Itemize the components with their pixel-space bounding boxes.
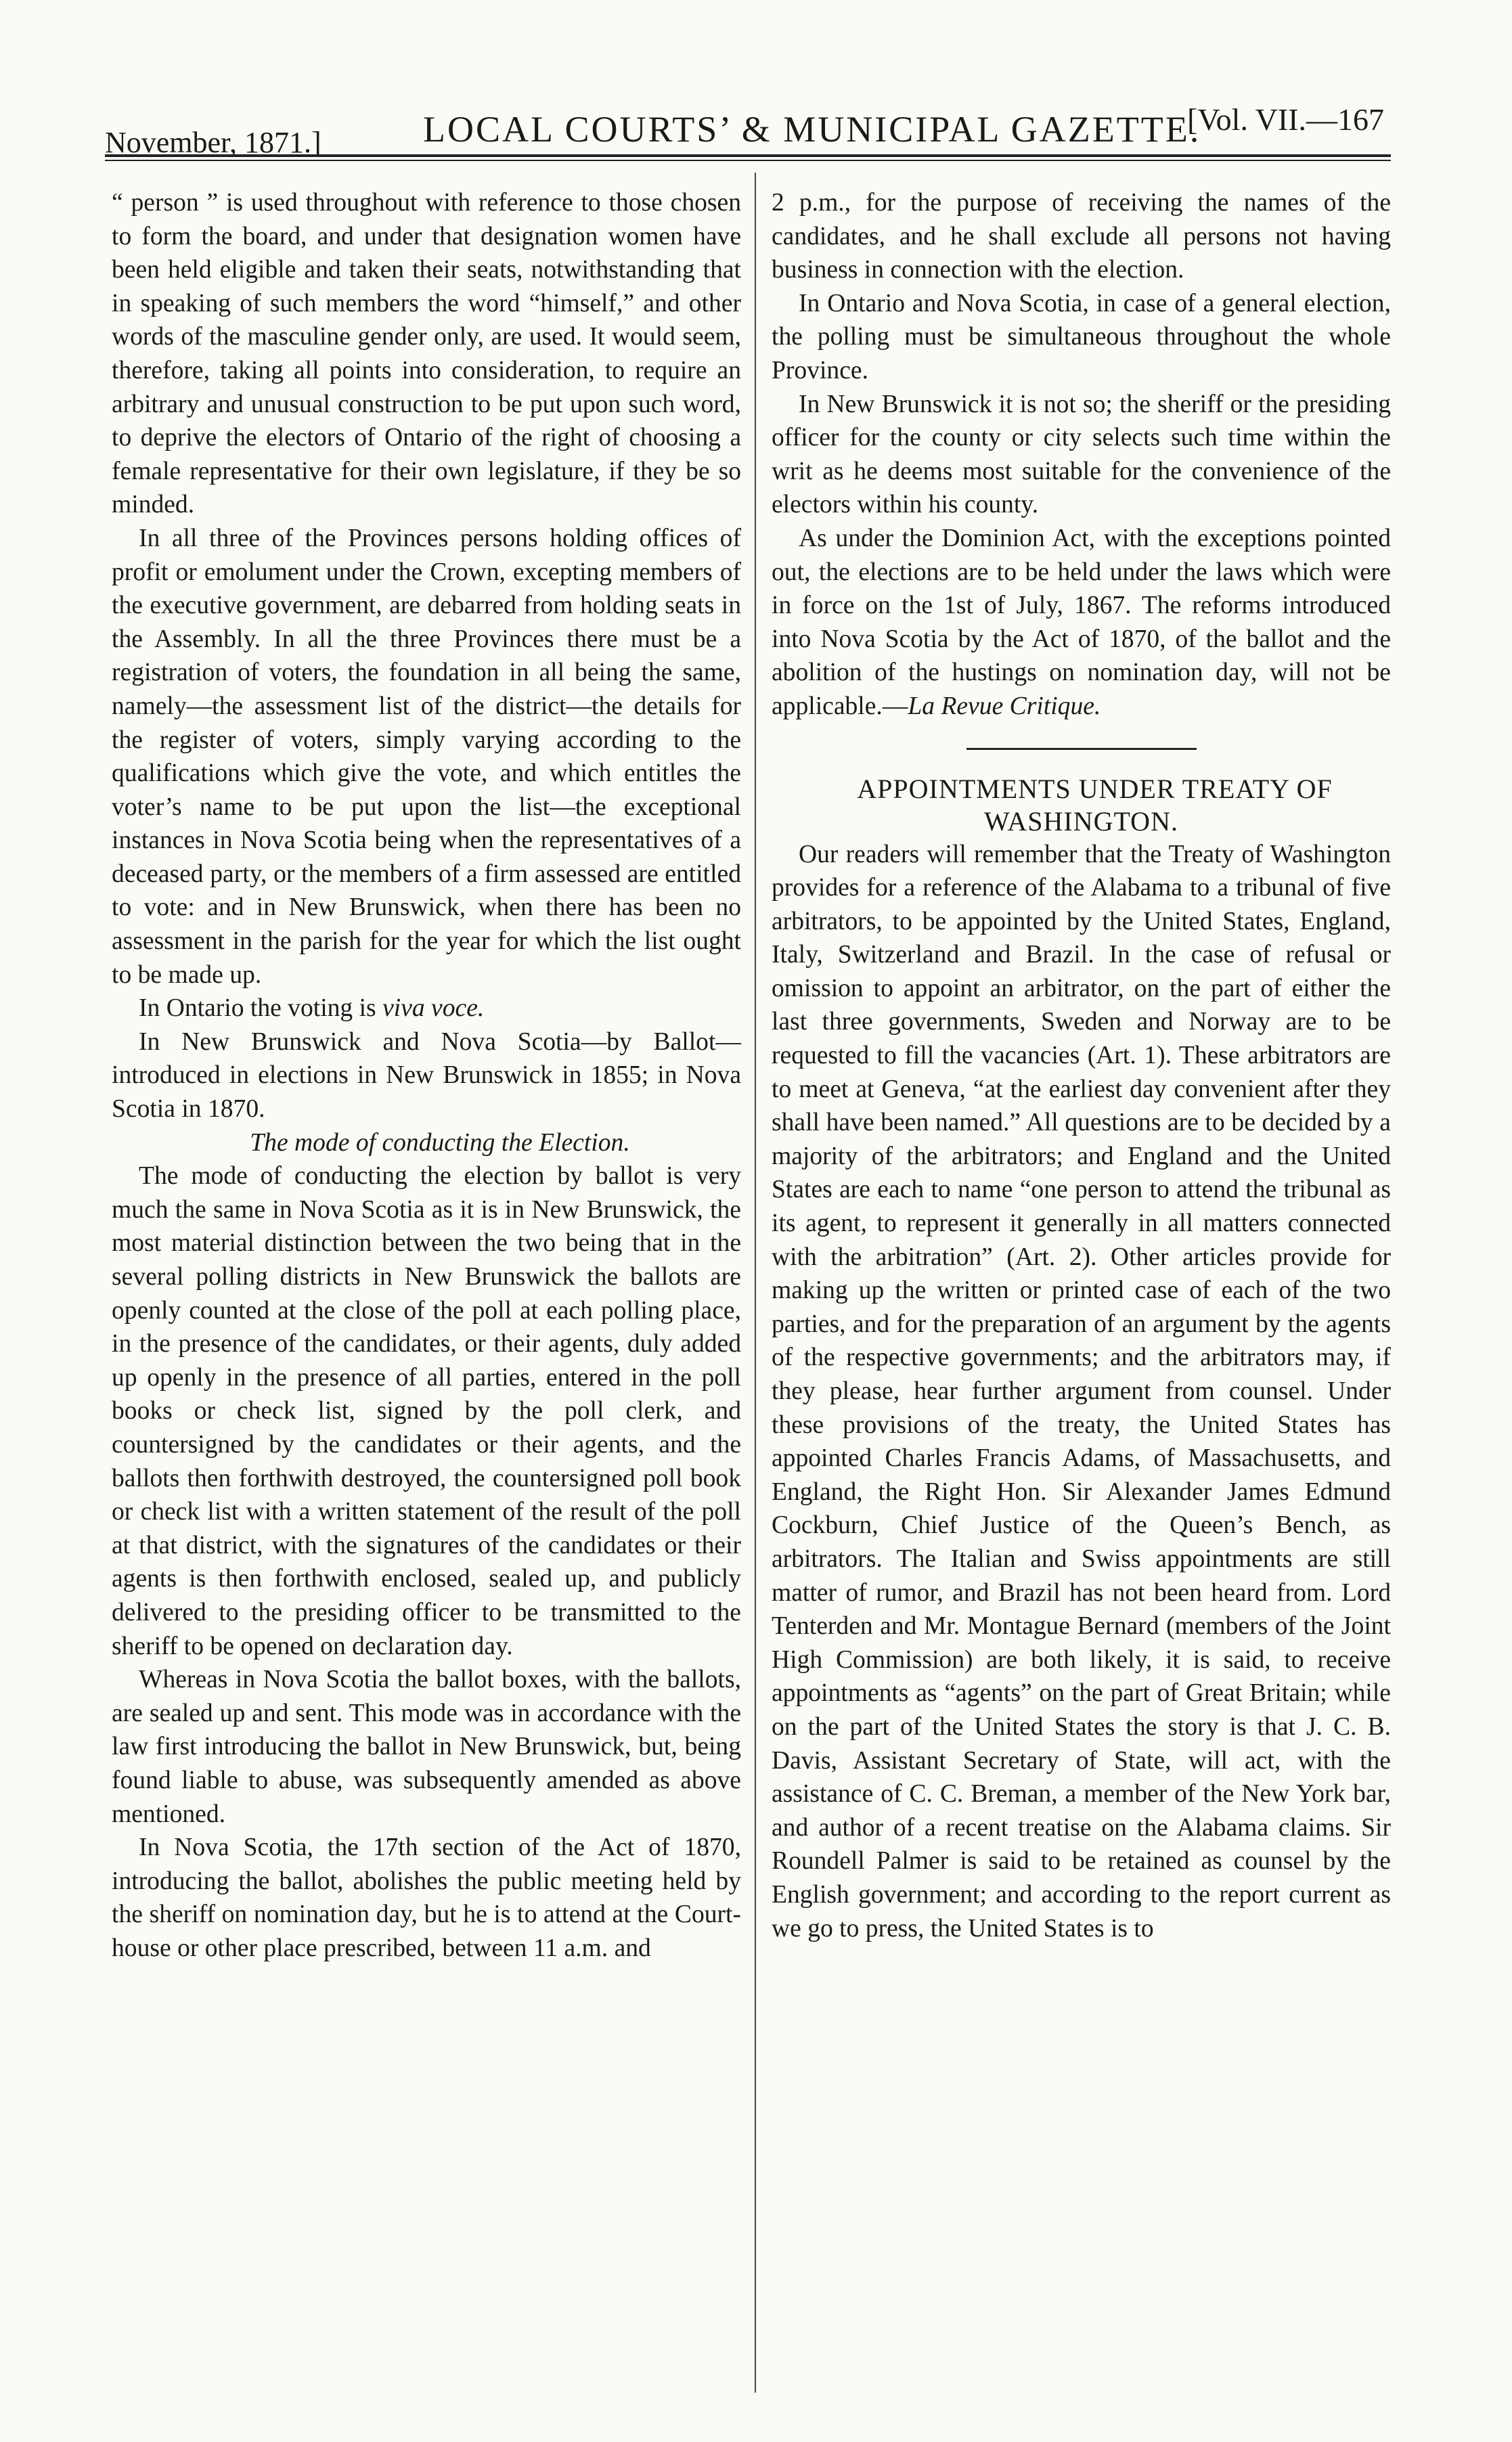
left-paragraph-4: In New Brunswick and Nova Scotia—by Ballot—introduced in elections in New Brunswick in 1855; in Nova Scotia in 1870. bbox=[112, 1027, 741, 1124]
voting-text: In Ontario the voting is bbox=[139, 994, 383, 1023]
header-volume-page: [Vol. VII.—167 bbox=[1187, 102, 1384, 137]
left-paragraph-1: “ person ” is used throughout with reference to those chosen to form the board, and under that designation women have been held eligible and taken their seats, notwithstanding that in speaking of such members the word “himself,” and other words of the masculine gender only, are used. It would seem, therefore, taking all points into consideration, to require an arbitrary and unusual construction to be put upon such word, to deprive the electors of Ontario of the right of choosing a female representative for their own legislature, if they be so minded. bbox=[112, 189, 741, 519]
right-paragraph-4 bbox=[772, 522, 1391, 724]
right-column bbox=[772, 186, 1391, 1945]
left-column bbox=[112, 186, 741, 1965]
column-divider bbox=[755, 173, 756, 2393]
left-paragraph-2: In all three of the Provinces persons holding offices of profit or emolument under the Crown, excepting members of the executive government, are debarred from holding seats in the Assembly. In all the three Provinces there must be a registration of voters, the foundation in all being the same, namely—the assessment list of the district—the details for the register of voters, simply varying according to the qualifications which give the vote, and which entitles the voter’s name to be put upon the list—the exceptional instances in Nova Scotia being when the representatives of a deceased party, or the members of a firm assessed are entitled to vote: and in New Brunswick, when there has been no assessment in the parish for the year for which the list ought to be made up. bbox=[112, 524, 741, 989]
source-citation: La Revue Critique. bbox=[908, 692, 1101, 720]
viva-voce-italic: viva voce. bbox=[382, 994, 485, 1023]
left-paragraph-7: In Nova Scotia, the 17th section of the Act of 1870, introducing the ballot, abolishes the public meeting held by the sheriff on nomination day, but he is to attend at the Court-house or other place prescribed, between 11 a.m. and bbox=[112, 1834, 741, 1962]
left-paragraph-6: Whereas in Nova Scotia the ballot boxes, with the ballots, are sealed up and sent. This mode was in accordance with the law first introducing the ballot in New Brunswick, but, being found liable to abuse, was subsequently amended as above mentioned. bbox=[112, 1666, 741, 1828]
left-paragraph-5: The mode of conducting the election by ballot is very much the same in Nova Scotia as it is in New Brunswick, the most material distinction between the two being that in the several polling districts in New Brunswick the ballots are openly counted at the close of the poll at each polling place, in the presence of the candidates, or their agents, duly added up openly in the presence of all parties, entered in the poll books or check list, signed by the poll clerk, and countersigned by the candidates or their agents, and the ballots then forthwith destroyed, the countersigned poll book or check list with a written statement of the result of the poll at that district, with the signatures of the candidates or their agents is then forthwith enclosed, sealed up, and publicly delivered to the presiding officer to be transmitted to the sheriff to be opened on declaration day. bbox=[112, 1162, 741, 1660]
right-paragraph-3: In New Brunswick it is not so; the sheriff or the presiding officer for the county or city selects such time within the writ as he deems most suitable for the convenience of the electors within his county. bbox=[772, 390, 1391, 519]
right-paragraph-5: Our readers will remember that the Treaty of Washington provides for a reference of the Alabama to a tribunal of five arbitrators, to be appointed by the United States, England, Italy, Switzerland and Brazil. In the case of refusal or omission to appoint an arbitrator, on the part of either the last three governments, Sweden and Norway are to be requested to fill the vacancies (Art. 1). These arbitrators are to meet at Geneva, “at the earliest day convenient after they shall have been named.” All questions are to be decided by a majority of the arbitrators; and England and the United States are each to name “one person to attend the tribunal as its agent, to represent it generally in all matters connected with the arbitration” (Art. 2). Other articles provide for making up the written or printed case of each of the two parties, and for the preparation of an argument by the agents of the respective governments; and the arbitrators may, if they please, hear further argument from counsel. Under these provisions of the treaty, the United States has appointed Charles Francis Adams, of Massachusetts, and England, the Right Hon. Sir Alexander James Edmund Cockburn, Chief Justice of the Queen’s Bench, as arbitrators. The Italian and Swiss appointments are still matter of rumor, and Brazil has not been heard from. Lord Tenterden and Mr. Montague Bernard (members of the Joint High Commission) are both likely, it is said, to receive appointments as “agents” on the part of Great Britain; while on the part of the United States the story is that J. C. B. Davis, Assistant Secretary of State, will act, with the assistance of C. C. Breman, a member of the New York bar, and author of a recent treatise on the Alabama claims. Sir Roundell Palmer is said to be retained as counsel by the English government; and according to the report current as we go to press, the United States is to bbox=[772, 840, 1391, 1943]
section-divider bbox=[966, 748, 1197, 750]
left-paragraph-3 bbox=[112, 992, 741, 1025]
right-paragraph-2: In Ontario and Nova Scotia, in case of a general election, the polling must be simultaneous throughout the whole Province. bbox=[772, 289, 1391, 384]
subheading-election-mode: The mode of conducting the Election. bbox=[250, 1128, 630, 1157]
section-title: APPOINTMENTS UNDER TREATY OF WASHINGTON. bbox=[857, 773, 1333, 837]
header-date: November, 1871.] bbox=[105, 126, 321, 159]
dominion-act-text: As under the Dominion Act, with the exceptions pointed out, the elections are to be held under the laws which were in force on the 1st of July, 1867. The reforms introduced into Nova Scotia by the Act of 1870, of the ballot and the abolition of the hustings on nomination day, will not be applicable.— bbox=[772, 524, 1391, 720]
header-rule bbox=[105, 154, 1391, 161]
right-paragraph-1: 2 p.m., for the purpose of receiving the names of the candidates, and he shall exclude all persons not having business in connection with the election. bbox=[772, 189, 1391, 284]
page-header bbox=[105, 88, 1384, 159]
header-title: LOCAL COURTS’ & MUNICIPAL GAZETTE. bbox=[423, 109, 1201, 150]
